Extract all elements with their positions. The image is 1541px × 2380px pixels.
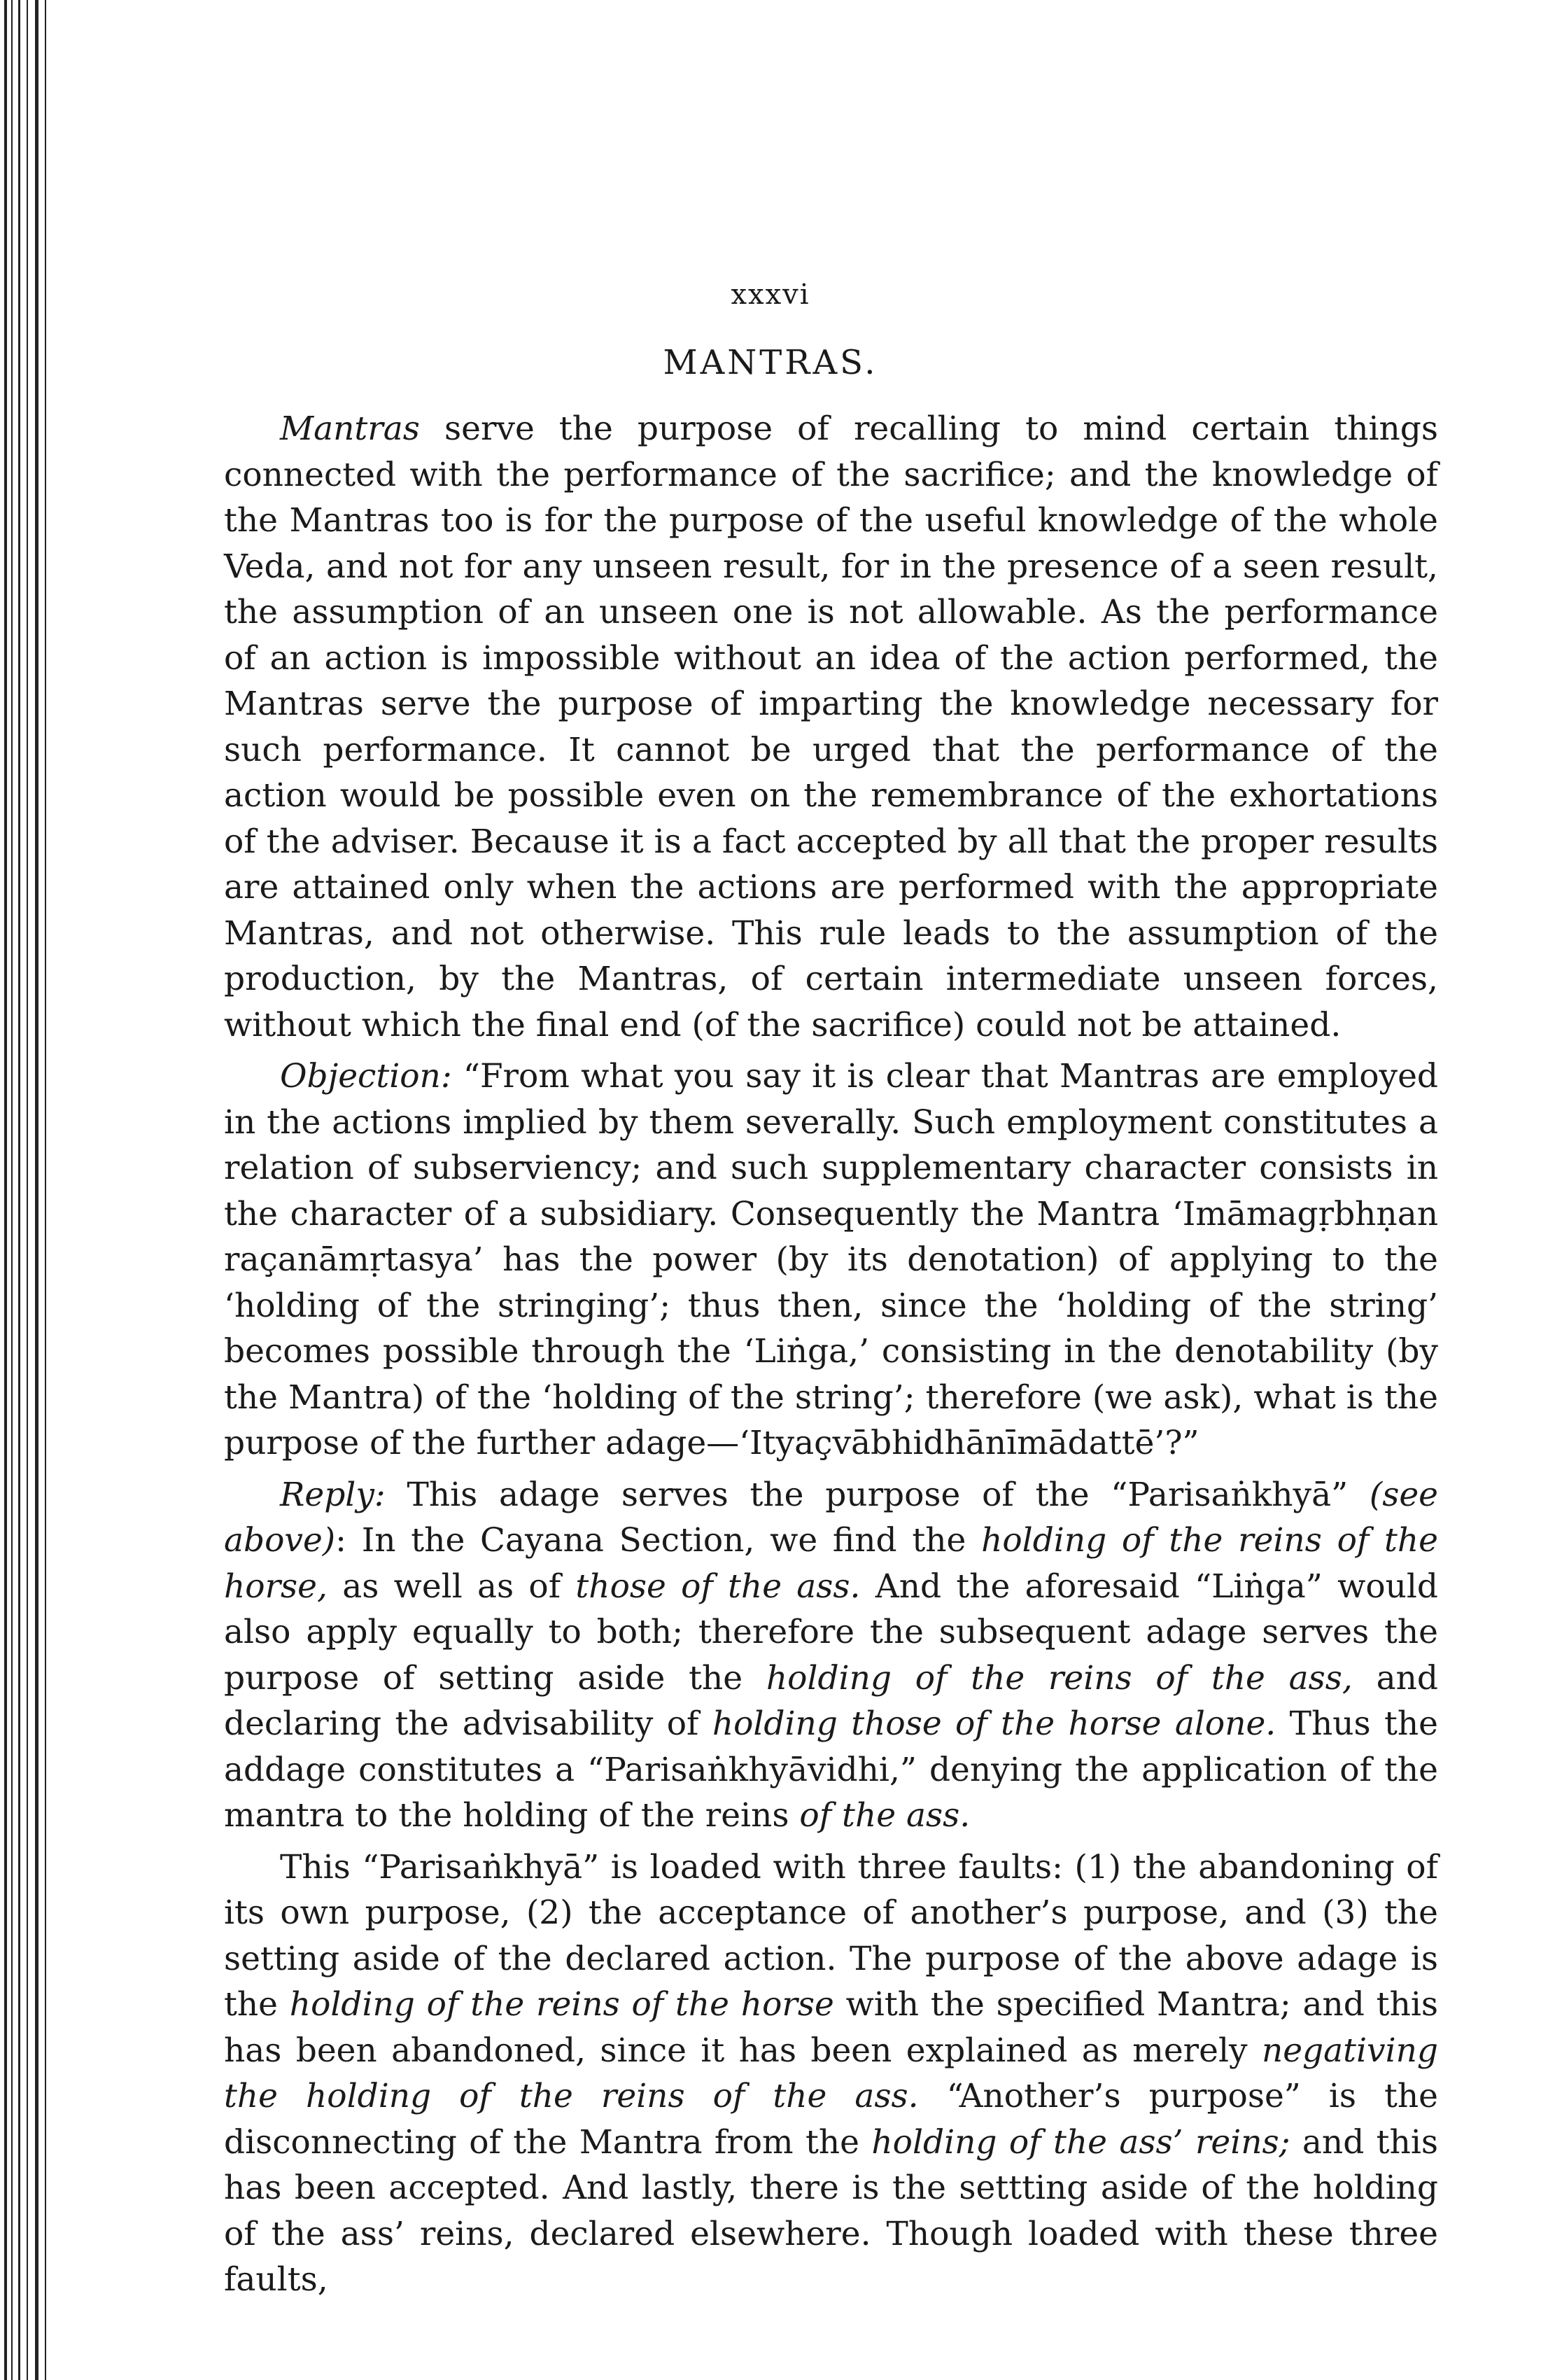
paragraph-text: and this has been accepted. And lastly, there is the settting aside of the holding of the ass’ reins, declared elsewhere. Though loaded with these three faults, xyxy=(224,2122,1438,2299)
paragraph-text: Thus the addage constitutes a “Parisaṅkhyāvidhi,” denying the application of the mantra to the holding of the reins xyxy=(224,1704,1438,1835)
body-text xyxy=(224,406,1438,2303)
paragraph-reply xyxy=(224,1472,1438,1839)
page-number: xxxvi xyxy=(731,279,810,311)
paragraph-text: with the specified Mantra; and this has been abandoned, since it has been explained as merely xyxy=(224,1985,1438,2070)
paragraph-text: And the aforesaid “Liṅga” would also apply equally to both; therefore the subsequent adage serves the purpose of setting aside the xyxy=(224,1567,1439,1698)
section-title: MANTRAS. xyxy=(663,343,878,382)
paragraph-text-italic: holding of the reins of the horse xyxy=(289,1985,834,2024)
paragraph-lead: Mantras xyxy=(280,410,420,448)
paragraph-text-italic: of the ass. xyxy=(799,1796,971,1835)
paragraph-lead: Objection: xyxy=(280,1057,452,1096)
paragraph-parisankhya xyxy=(224,1844,1438,2303)
paragraph-text-italic: those of the ass. xyxy=(575,1567,861,1606)
paragraph-text-italic: holding of the reins of the horse, xyxy=(224,1521,1438,1606)
paragraph-text: serve the purpose of recalling to mind certain things connected with the performance of the sacrifice; and the knowledge of the Mantras too is for the purpose of the useful knowledge of the whole Veda, and not for any unseen result, for in the presence of a seen result, the assumption of an unseen one is not allowable. As the performance of an action is impossible without an idea of the action performed, the Mantras serve the purpose of imparting the knowledge necessary for such performance. It cannot be urged that the performance of the action would be possible even on the remembrance of the exhortations of the adviser. Because it is a fact accepted by all that the proper results are attained only when the actions are performed with the appropriate Mantras, and not otherwise. This rule leads to the assumption of the production, by the Mantras, of certain intermediate unseen forces, without which the final end (of the sacrifice) could not be attained. xyxy=(224,410,1438,1044)
paragraph-text: “Another’s purpose” is the disconnecting of the Mantra from the xyxy=(224,2077,1438,2162)
paragraph-text: and declaring the advisability of xyxy=(224,1658,1438,1743)
paragraph-text-italic: (see above) xyxy=(224,1475,1438,1560)
paragraph-text-italic: holding of the reins of the ass, xyxy=(766,1658,1353,1698)
paragraph-text-italic: holding those of the horse alone. xyxy=(712,1704,1276,1743)
paragraph-text: as well as of xyxy=(327,1567,576,1606)
paragraph-mantras xyxy=(224,406,1438,1048)
paragraph-text-italic: holding of the ass’ reins; xyxy=(871,2122,1290,2162)
paragraph-text: This “Parisaṅkhyā” is loaded with three faults: (1) the abandoning of its own purpose, (2) the acceptance of another’s purpose, and (3) the setting aside of the declared action. The purpose of the above adage is the xyxy=(224,1847,1438,2024)
paragraph-lead: Reply: xyxy=(280,1475,386,1514)
paragraph-text: This adage serves the purpose of the “Parisaṅkhyā” xyxy=(385,1475,1370,1514)
paragraph-text: “From what you say it is clear that Mantras are employed in the actions implied by them severally. Such employment constitutes a relation of subserviency; and such supplementary character consists in the character of a subsidiary. Consequently the Mantra ‘Imāmagṛbhṇan raçanāmṛtasya’ has the power (by its denotation) of applying to the ‘holding of the stringing’; thus then, since the ‘holding of the string’ becomes possible through the ‘Liṅga,’ consisting in the denotability (by the Mantra) of the ‘holding of the string’; therefore (we ask), what is the purpose of the further adage—‘Ityaçvābhidhānīmādattē’?” xyxy=(224,1057,1438,1462)
paragraph-text-italic: negativing the holding of the reins of the ass. xyxy=(224,2031,1438,2115)
paragraph-objection xyxy=(224,1054,1438,1466)
paragraph-text: : In the Cayana Section, we find the xyxy=(335,1521,982,1560)
